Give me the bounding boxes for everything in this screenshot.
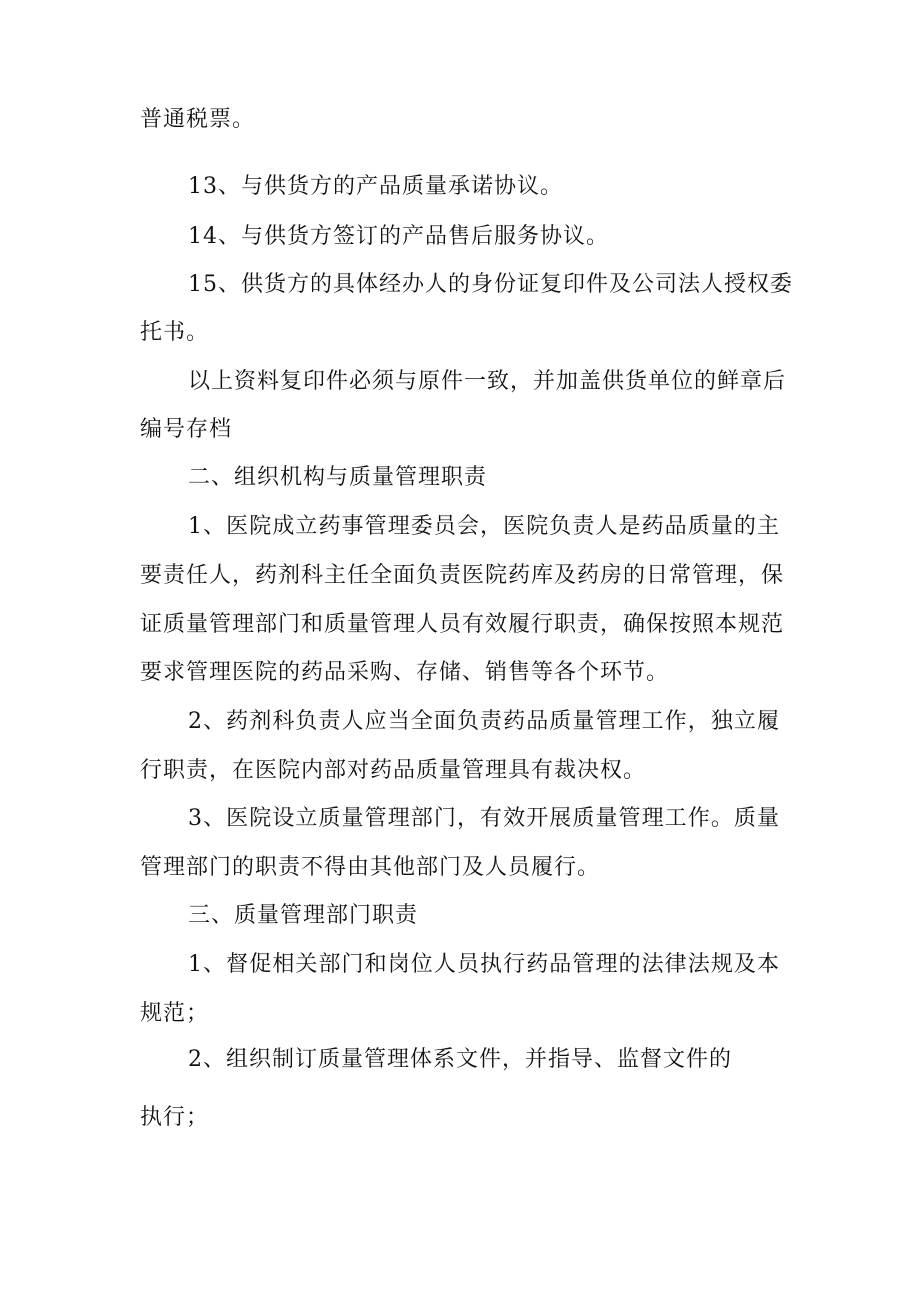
text-line: 要责任人，药剂科主任全面负责医院药库及药房的日常管理，保 bbox=[140, 563, 785, 588]
text-line: 托书。 bbox=[140, 320, 210, 345]
text-line: 执行； bbox=[140, 1105, 210, 1130]
list-item-14: 14、与供货方签订的产品售后服务协议。 bbox=[188, 224, 609, 249]
text-line: 管理部门的职责不得由其他部门及人员履行。 bbox=[140, 855, 601, 880]
list-item-15: 15、供货方的具体经办人的身份证复印件及公司法人授权委 bbox=[188, 272, 793, 297]
text-line: 证质量管理部门和质量管理人员有效履行职责，确保按照本规范 bbox=[140, 612, 785, 637]
text-line: 行职责，在医院内部对药品质量管理具有裁决权。 bbox=[140, 758, 647, 783]
paragraph-2-3: 3、医院设立质量管理部门，有效开展质量管理工作。质量 bbox=[188, 806, 780, 831]
text-line: 编号存档 bbox=[140, 417, 233, 442]
section-heading-3: 三、质量管理部门职责 bbox=[188, 903, 419, 928]
paragraph-copies-note: 以上资料复印件必须与原件一致，并加盖供货单位的鲜章后 bbox=[188, 369, 787, 394]
text-line: 规范； bbox=[140, 1001, 210, 1026]
paragraph-3-2: 2、组织制订质量管理体系文件，并指导、监督文件的 bbox=[188, 1047, 732, 1072]
paragraph-3-1: 1、督促相关部门和岗位人员执行药品管理的法律法规及本 bbox=[188, 952, 780, 977]
text-line: 要求管理医院的药品采购、存储、销售等各个环节。 bbox=[140, 660, 670, 685]
list-item-13: 13、与供货方的产品质量承诺协议。 bbox=[188, 174, 563, 199]
paragraph-2-1: 1、医院成立药事管理委员会，医院负责人是药品质量的主 bbox=[188, 514, 780, 539]
section-heading-2: 二、组织机构与质量管理职责 bbox=[188, 465, 488, 490]
paragraph-2-2: 2、药剂科负责人应当全面负责药品质量管理工作，独立履 bbox=[188, 709, 780, 734]
text-line: 普通税票。 bbox=[140, 107, 256, 132]
